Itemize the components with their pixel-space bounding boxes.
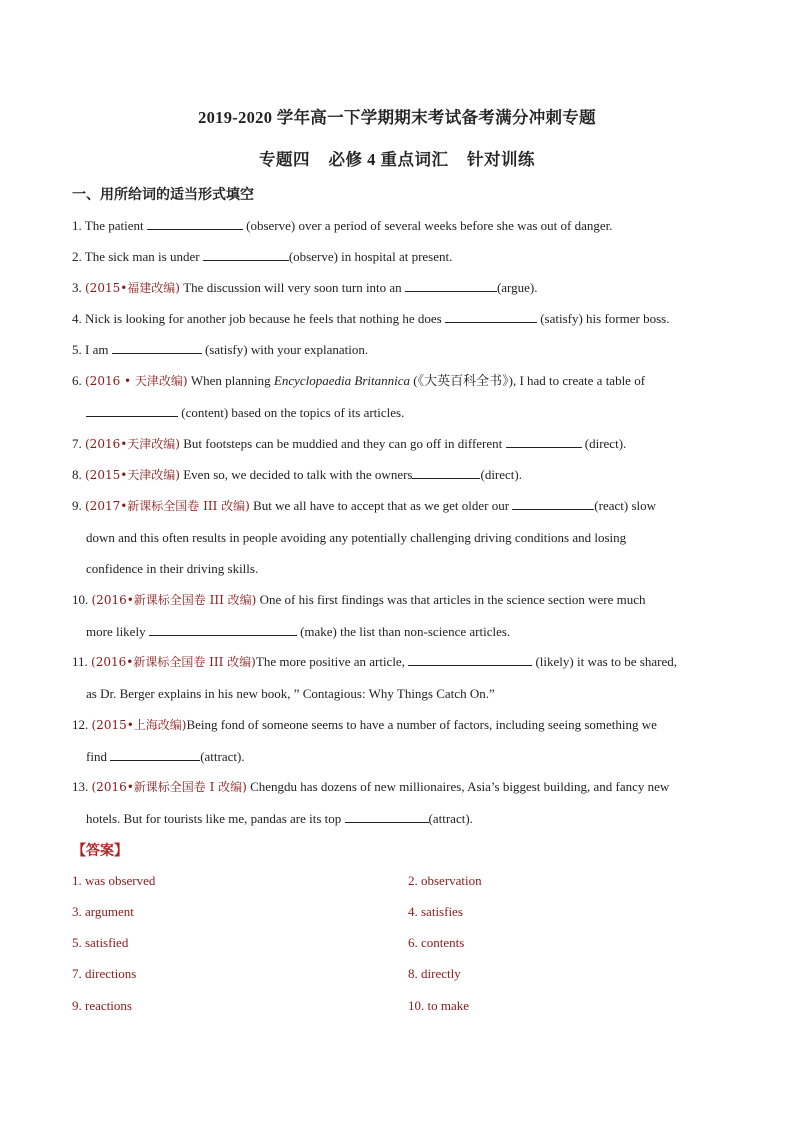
question-hint: (make) the list than non-science articles.: [296, 624, 511, 639]
question-hint: (attract).: [200, 749, 245, 764]
question-text: The discussion will very soon turn into an: [179, 280, 405, 295]
answer-item: 9. reactions: [72, 998, 132, 1013]
answer-blank: [512, 497, 594, 510]
question-11: [72, 646, 722, 709]
answer-blank: [86, 404, 178, 417]
answer-blank: [203, 248, 289, 261]
answer-item: 1. was observed: [72, 873, 156, 888]
question-number: 7.: [72, 436, 85, 451]
question-number: 3.: [72, 280, 85, 295]
question-number: 10.: [72, 592, 92, 607]
question-4: [72, 303, 722, 334]
answer-item: 6. contents: [408, 935, 465, 950]
answer-item: 2. observation: [408, 873, 482, 888]
question-9: [72, 490, 722, 584]
question-text: 4. Nick is looking for another job because he feels that nothing he does: [72, 311, 445, 326]
question-source: (2017•新课标全国卷 III 改编): [85, 499, 250, 513]
question-number: 6.: [72, 373, 85, 388]
answer-item: 8. directly: [408, 966, 461, 981]
question-7: [72, 428, 722, 460]
answer-blank: [506, 435, 582, 448]
question-text: (《大英百科全书》), I had to create a table of: [410, 373, 646, 388]
question-hint: (react) slow: [594, 498, 656, 513]
question-hint: (likely) it was to be shared,: [532, 654, 677, 669]
question-3: [72, 272, 722, 304]
section-heading: 一、用所给词的适当形式填空: [72, 188, 254, 203]
question-text: 2. The sick man is under: [72, 249, 203, 264]
question-hint: (observe) in hospital at present.: [288, 249, 453, 264]
question-2: [72, 241, 722, 272]
question-1: [72, 210, 722, 241]
question-6: [72, 365, 722, 428]
question-source: (2016•新课标全国卷 III 改编): [91, 655, 256, 669]
question-text: Being fond of someone seems to have a number of factors, including seeing something we: [186, 717, 657, 732]
question-text: more likely: [86, 624, 149, 639]
answer-blank: [405, 279, 497, 292]
question-12: [72, 709, 722, 772]
answer-item: 3. argument: [72, 904, 134, 919]
question-source: (2016•天津改编): [85, 437, 180, 451]
question-source: (2015•福建改编): [85, 281, 180, 295]
document-title: 2019-2020 学年高一下学期期末考试备考满分冲刺专题: [198, 108, 596, 127]
book-title: Encyclopaedia Britannica: [273, 373, 411, 388]
question-text: 5. I am: [72, 342, 112, 357]
question-text: But footsteps can be muddied and they can go off in different: [179, 436, 506, 451]
question-text: One of his first findings was that articles in the science section were much: [256, 592, 646, 607]
answer-blank: [110, 748, 200, 761]
question-13: [72, 771, 722, 834]
question-hint: (attract).: [428, 811, 473, 826]
question-number: 11.: [72, 654, 92, 669]
question-source: (2016 • 天津改编): [85, 374, 188, 388]
question-hint: (direct).: [581, 436, 627, 451]
answers-heading: 【答案】: [72, 844, 128, 859]
answer-blank: [445, 310, 537, 323]
question-number: 12.: [72, 717, 92, 732]
question-number: 8.: [72, 467, 85, 482]
question-source: (2015•上海改编): [91, 718, 187, 732]
question-8: [72, 459, 722, 491]
question-hint: (direct).: [480, 467, 522, 482]
answer-blank: [149, 623, 297, 636]
question-source: (2016•新课标全国卷 III 改编): [91, 593, 257, 607]
answer-blank: [147, 217, 243, 230]
question-text: Even so, we decided to talk with the owners: [179, 467, 413, 482]
question-text: But we all have to accept that as we get older our: [249, 498, 513, 513]
answer-blank: [112, 341, 202, 354]
question-number: 13.: [72, 779, 92, 794]
answer-item: 5. satisfied: [72, 935, 129, 950]
question-source: (2015•天津改编): [85, 468, 180, 482]
answer-blank: [408, 653, 532, 666]
answer-blank: [412, 466, 480, 479]
question-text: confidence in their driving skills.: [86, 561, 259, 576]
answer-item: 4. satisfies: [408, 904, 463, 919]
answer-item: 10. to make: [408, 998, 470, 1013]
question-text: The more positive an article,: [255, 654, 409, 669]
question-number: 9.: [72, 498, 85, 513]
answer-item: 7. directions: [72, 966, 137, 981]
question-text: as Dr. Berger explains in his new book, ” Contagious: Why Things Catch On.”: [86, 686, 495, 701]
question-hint: (satisfy) his former boss.: [536, 311, 670, 326]
question-text: hotels. But for tourists like me, pandas are its top: [86, 811, 345, 826]
document-subtitle: 专题四 必修 4 重点词汇 针对训练: [259, 150, 535, 169]
question-text: 1. The patient: [72, 218, 147, 233]
question-hint: (argue).: [496, 280, 538, 295]
question-hint: (observe) over a period of several weeks before she was out of danger.: [242, 218, 613, 233]
question-text: find: [86, 749, 111, 764]
question-5: [72, 334, 722, 365]
question-hint: (satisfy) with your explanation.: [201, 342, 369, 357]
answer-blank: [345, 810, 429, 823]
question-hint: (content) based on the topics of its articles.: [178, 405, 405, 420]
question-text: Chengdu has dozens of new millionaires, Asia’s biggest building, and fancy new: [246, 779, 670, 794]
question-text: When planning: [187, 373, 274, 388]
question-10: [72, 584, 722, 647]
question-text: down and this often results in people avoiding any potentially challenging driving conditions and losing: [86, 530, 627, 545]
question-source: (2016•新课标全国卷 I 改编): [91, 780, 247, 794]
